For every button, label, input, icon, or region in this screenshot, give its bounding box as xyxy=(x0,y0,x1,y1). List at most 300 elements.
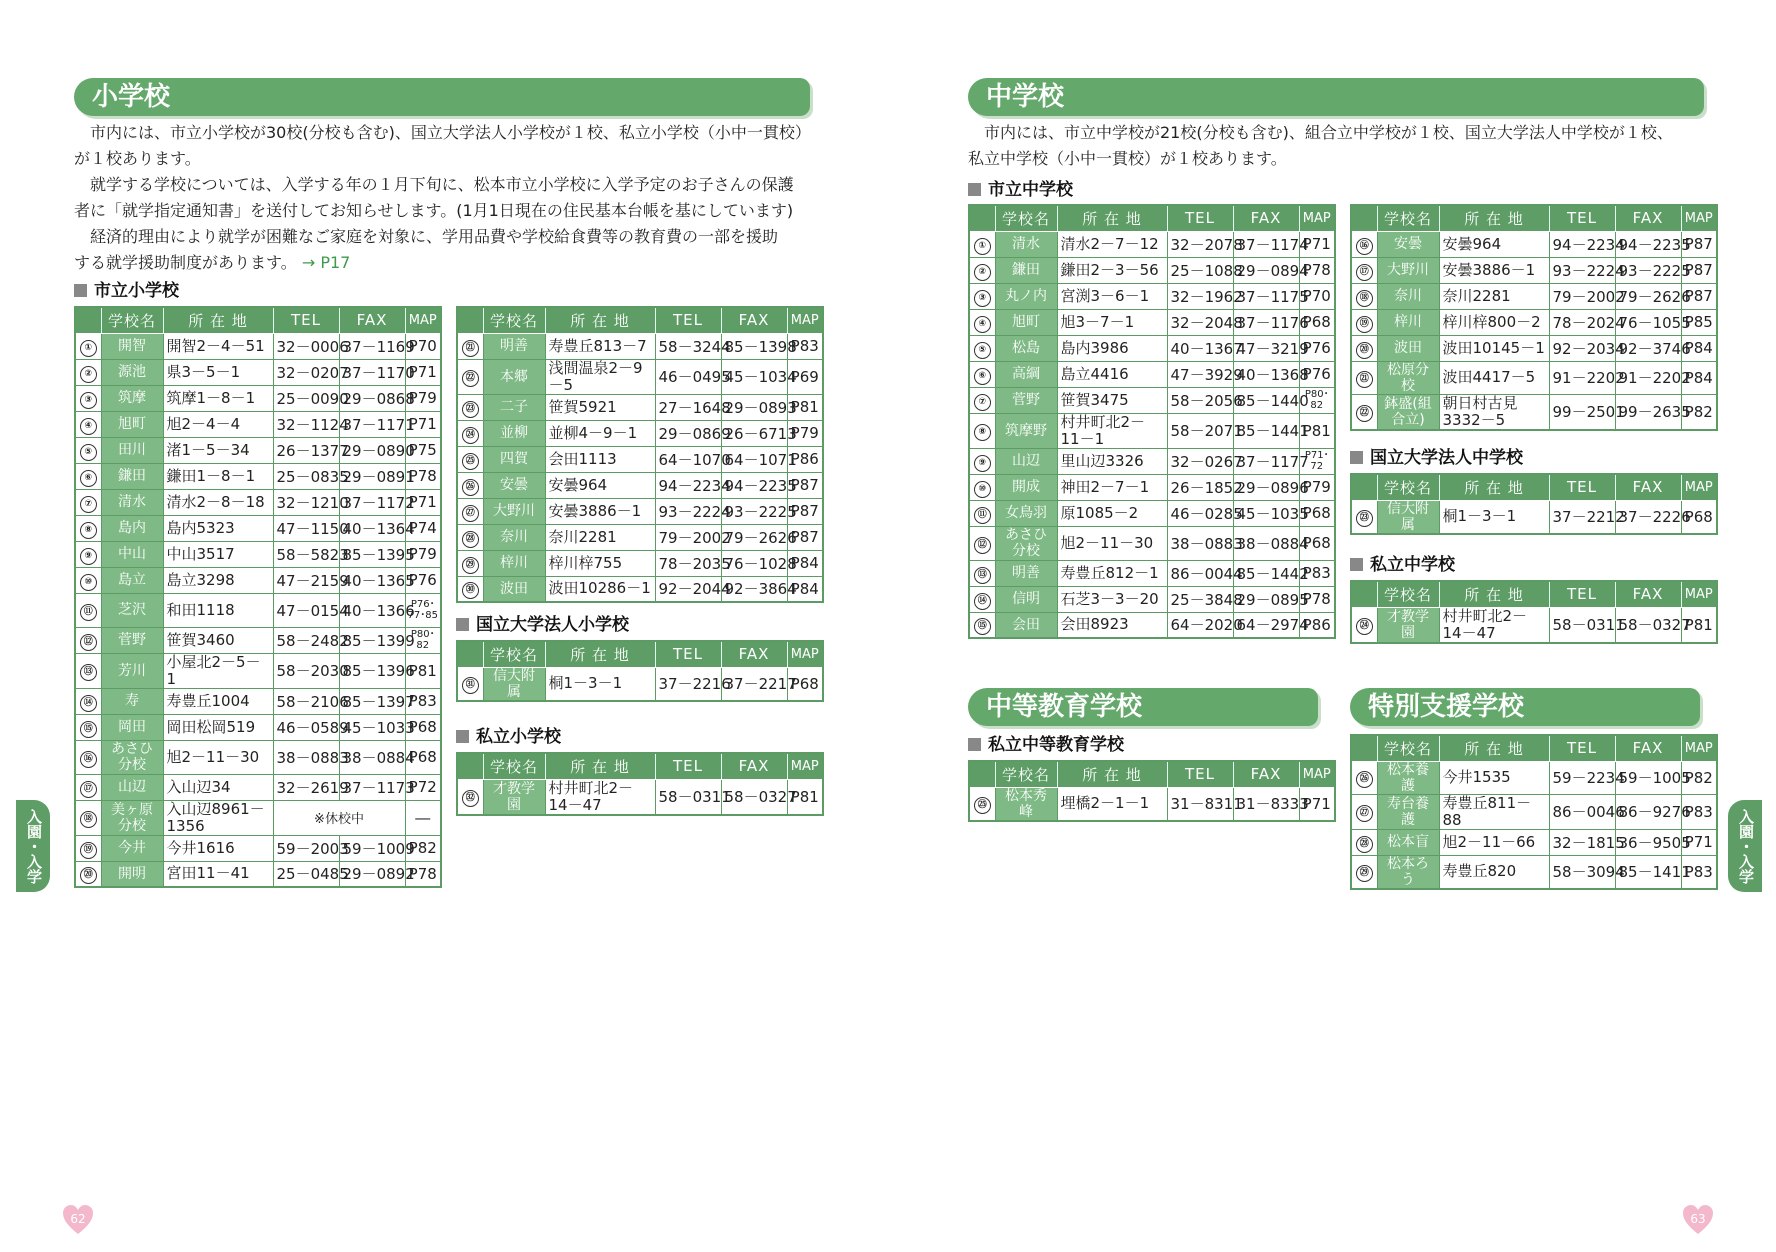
row-number: ㉓ xyxy=(457,394,483,420)
school-name: 松島 xyxy=(995,335,1057,361)
school-tel: 58－3094 xyxy=(1549,855,1615,889)
map-page-link[interactable]: P84 xyxy=(1681,361,1717,394)
header-address: 所 在 地 xyxy=(1439,205,1549,231)
school-fax: 85－1395 xyxy=(339,541,405,567)
school-tel: 59－2234 xyxy=(1549,761,1615,794)
school-address: 寿豊丘811－88 xyxy=(1439,794,1549,829)
map-page-link[interactable]: P71･72 xyxy=(1299,448,1335,474)
row-number: ㉖ xyxy=(1351,761,1377,794)
school-tel: 64－1070 xyxy=(655,446,721,472)
map-page-link[interactable]: P79 xyxy=(405,385,441,411)
school-name: 中山 xyxy=(101,541,163,567)
school-address: 村井町北2－14－47 xyxy=(545,779,655,815)
school-fax: 37－1172 xyxy=(339,489,405,515)
school-note: ※休校中 xyxy=(273,800,405,835)
school-address: 梓川梓800－2 xyxy=(1439,309,1549,335)
school-tel: 58－0311 xyxy=(1549,607,1615,643)
school-tel: 37－2216 xyxy=(655,667,721,701)
map-page-link[interactable]: P70 xyxy=(405,333,441,359)
school-name: 梓川 xyxy=(1377,309,1439,335)
school-name: 奈川 xyxy=(1377,283,1439,309)
header-blank xyxy=(969,205,995,231)
school-fax: 26－6713 xyxy=(721,420,787,446)
table-city-junior-high-b xyxy=(1350,204,1718,431)
school-fax: 79－2626 xyxy=(1615,283,1681,309)
school-name: 菅野 xyxy=(101,627,163,653)
row-number: ④ xyxy=(75,411,101,437)
school-address: 清水2－7－12 xyxy=(1057,231,1167,257)
school-address: 安曇964 xyxy=(545,472,655,498)
header-map: MAP xyxy=(1681,581,1717,607)
school-fax: 85－1396 xyxy=(339,653,405,688)
school-fax: 37－1176 xyxy=(1233,309,1299,335)
map-page-link[interactable]: P68 xyxy=(1299,500,1335,526)
map-page-link[interactable]: P80･82 xyxy=(405,627,441,653)
school-fax: 38－0884 xyxy=(1233,526,1299,560)
school-fax: 38－0884 xyxy=(339,740,405,774)
school-name: 才教学園 xyxy=(1377,607,1439,643)
map-page-link[interactable]: P81 xyxy=(405,653,441,688)
school-tel: 58－2071 xyxy=(1167,413,1233,448)
map-page-link[interactable]: P70 xyxy=(1299,283,1335,309)
school-name: 芳川 xyxy=(101,653,163,688)
school-tel: 32－2619 xyxy=(273,774,339,800)
school-name: 四賀 xyxy=(483,446,545,472)
school-tel: 99－2501 xyxy=(1549,394,1615,430)
school-fax: 99－2635 xyxy=(1615,394,1681,430)
school-name: 波田 xyxy=(483,576,545,602)
map-page-link[interactable]: P75 xyxy=(405,437,441,463)
school-fax: 76－1028 xyxy=(721,550,787,576)
school-tel: 58－0311 xyxy=(655,779,721,815)
map-page-link[interactable]: P68 xyxy=(787,667,823,701)
header-tel: TEL xyxy=(1549,205,1615,231)
school-name: 今井 xyxy=(101,835,163,861)
map-page-link[interactable]: P87 xyxy=(787,498,823,524)
row-number: ㉓ xyxy=(1351,500,1377,534)
school-address: 岡田松岡519 xyxy=(163,714,273,740)
map-page-link[interactable]: P76 xyxy=(1299,361,1335,387)
school-address: 中山3517 xyxy=(163,541,273,567)
map-page-link[interactable]: P78 xyxy=(1299,586,1335,612)
table-row xyxy=(969,413,1335,448)
school-tel: 25－3848 xyxy=(1167,586,1233,612)
school-address: 村井町北2－11－1 xyxy=(1057,413,1167,448)
map-page-link[interactable]: P87 xyxy=(1681,257,1717,283)
header-tel: TEL xyxy=(655,753,721,779)
row-number: ㉔ xyxy=(1351,607,1377,643)
row-number: ㉘ xyxy=(457,524,483,550)
map-page-link[interactable]: P68 xyxy=(405,740,441,774)
row-number: ㉛ xyxy=(457,667,483,701)
map-page-link[interactable]: P78 xyxy=(1299,257,1335,283)
map-page-link[interactable]: P71 xyxy=(405,411,441,437)
map-page-link[interactable]: P84 xyxy=(1681,335,1717,361)
school-tel: 47－2159 xyxy=(273,567,339,593)
school-name: 開成 xyxy=(995,474,1057,500)
header-blank xyxy=(1351,581,1377,607)
map-page-link[interactable]: P86 xyxy=(1299,612,1335,638)
school-tel: 92－2044 xyxy=(655,576,721,602)
header-address: 所 在 地 xyxy=(1439,735,1549,761)
intro-line: 市内には、市立小学校が30校(分校も含む)、国立大学法人小学校が１校、私立小学校（小中一貫校） xyxy=(90,123,811,142)
school-tel: 32－0006 xyxy=(273,333,339,359)
header-blank xyxy=(1351,205,1377,231)
school-address: 安曇3886－1 xyxy=(545,498,655,524)
school-tel: 78－2024 xyxy=(1549,309,1615,335)
school-name: 寿 xyxy=(101,688,163,714)
school-fax: 85－1440 xyxy=(1233,387,1299,413)
table-row xyxy=(457,576,823,602)
table-row xyxy=(75,463,441,489)
header-map: MAP xyxy=(787,753,823,779)
header-fax: FAX xyxy=(339,307,405,333)
map-page-link[interactable]: P71 xyxy=(1299,231,1335,257)
row-number: ㉕ xyxy=(457,446,483,472)
intro-line: 私立中学校（小中一貫校）が１校あります。 xyxy=(968,149,1287,168)
row-number: ⑨ xyxy=(75,541,101,567)
table-row xyxy=(969,586,1335,612)
school-address: 波田10286－1 xyxy=(545,576,655,602)
map-page-link[interactable]: P71 xyxy=(1299,787,1335,821)
school-tel: 58－3244 xyxy=(655,333,721,359)
header-address: 所 在 地 xyxy=(1057,761,1167,787)
map-page-link[interactable]: P78 xyxy=(405,463,441,489)
table-row xyxy=(75,714,441,740)
map-page-link[interactable]: P78 xyxy=(405,861,441,887)
row-number: ⑲ xyxy=(75,835,101,861)
table-city-elementary-b xyxy=(456,306,824,603)
table-private-junior-high xyxy=(1350,580,1718,644)
table-row xyxy=(969,560,1335,586)
school-address: 清水2－8－18 xyxy=(163,489,273,515)
school-address: 桐1－3－1 xyxy=(545,667,655,701)
school-fax: 29－0895 xyxy=(1233,586,1299,612)
map-page-link[interactable]: P81 xyxy=(1299,413,1335,448)
school-name: 山辺 xyxy=(995,448,1057,474)
header-blank xyxy=(1351,735,1377,761)
map-page-link[interactable]: P81 xyxy=(787,394,823,420)
table-row xyxy=(969,448,1335,474)
school-tel: 93－2224 xyxy=(1549,257,1615,283)
table-row xyxy=(457,524,823,550)
map-page-link[interactable]: P82 xyxy=(1681,761,1717,794)
table-city-elementary-a xyxy=(74,306,442,888)
school-fax: 29－0892 xyxy=(339,861,405,887)
header-fax: FAX xyxy=(1233,761,1299,787)
row-number: ⑯ xyxy=(1351,231,1377,257)
table-row xyxy=(969,231,1335,257)
table-row xyxy=(75,653,441,688)
header-address: 所 在 地 xyxy=(1057,205,1167,231)
school-fax: 91－2202 xyxy=(1615,361,1681,394)
school-address: 村井町北2－14－47 xyxy=(1439,607,1549,643)
school-fax: 45－1035 xyxy=(1233,500,1299,526)
map-page-link[interactable]: P68 xyxy=(1299,309,1335,335)
table-row xyxy=(1351,855,1717,889)
school-name: 山辺 xyxy=(101,774,163,800)
school-tel: 37－2212 xyxy=(1549,500,1615,534)
row-number: ㉖ xyxy=(457,472,483,498)
row-number: ⑱ xyxy=(75,800,101,835)
map-page-link[interactable]: P83 xyxy=(1681,794,1717,829)
map-page-link[interactable]: P81 xyxy=(787,779,823,815)
page-ref-link[interactable]: → P17 xyxy=(301,253,351,272)
row-number: ⑭ xyxy=(969,586,995,612)
school-name: 鎌田 xyxy=(101,463,163,489)
para2-line: 者に「就学指定通知書」を送付してお知らせします。(1月1日現在の住民基本台帳を基にしています) xyxy=(74,201,794,220)
row-number: ⑫ xyxy=(969,526,995,560)
table-row xyxy=(969,787,1335,821)
map-page-link[interactable]: P84 xyxy=(787,550,823,576)
table-row xyxy=(75,593,441,627)
para3-line: する就学援助制度があります。 → P17 xyxy=(74,253,351,272)
school-name: 並柳 xyxy=(483,420,545,446)
school-address: 埋橋2－1－1 xyxy=(1057,787,1167,821)
intro-line: が１校あります。 xyxy=(74,149,201,168)
map-page-link[interactable]: P87 xyxy=(787,472,823,498)
table-row xyxy=(969,335,1335,361)
header-blank xyxy=(457,641,483,667)
school-fax: 40－1364 xyxy=(339,515,405,541)
school-address: 小屋北2－5－1 xyxy=(163,653,273,688)
map-page-link[interactable]: P79 xyxy=(405,541,441,567)
school-address: 波田10145－1 xyxy=(1439,335,1549,361)
header-blank xyxy=(969,761,995,787)
map-page-link[interactable]: P79 xyxy=(787,420,823,446)
school-name: 旭町 xyxy=(101,411,163,437)
row-number: ⑳ xyxy=(75,861,101,887)
map-page-link[interactable]: P84 xyxy=(787,576,823,602)
row-number: ⑱ xyxy=(1351,283,1377,309)
table-row xyxy=(1351,394,1717,430)
table-row xyxy=(75,385,441,411)
school-name: 高綱 xyxy=(995,361,1057,387)
map-page-link[interactable]: P76 xyxy=(405,567,441,593)
map-page-link[interactable]: P76･77･85 xyxy=(405,593,441,627)
row-number: ⑲ xyxy=(1351,309,1377,335)
row-number: ③ xyxy=(75,385,101,411)
school-address: 会田8923 xyxy=(1057,612,1167,638)
school-name: 清水 xyxy=(101,489,163,515)
table-private-elementary xyxy=(456,752,824,816)
map-page-link[interactable]: P83 xyxy=(1299,560,1335,586)
map-page-link[interactable]: P83 xyxy=(405,688,441,714)
school-tel: 58－2106 xyxy=(273,688,339,714)
table-row xyxy=(75,835,441,861)
map-page-link[interactable]: P72 xyxy=(405,774,441,800)
school-address: 寿豊丘1004 xyxy=(163,688,273,714)
map-page-link[interactable]: P85 xyxy=(1681,309,1717,335)
school-address: 島立3298 xyxy=(163,567,273,593)
header-address: 所 在 地 xyxy=(545,307,655,333)
map-page-link[interactable]: P87 xyxy=(1681,231,1717,257)
school-name: 菅野 xyxy=(995,387,1057,413)
table-row xyxy=(75,800,441,835)
map-page-link[interactable]: P81 xyxy=(1681,607,1717,643)
row-number: ㉗ xyxy=(1351,794,1377,829)
row-number: ㉚ xyxy=(457,576,483,602)
map-page-link[interactable]: P68 xyxy=(1299,526,1335,560)
map-page-link[interactable]: P74 xyxy=(405,515,441,541)
side-tab-right[interactable]: 入園・入学 xyxy=(1728,800,1762,892)
table-row xyxy=(1351,309,1717,335)
map-page-link[interactable]: P71 xyxy=(1681,829,1717,855)
header-tel: TEL xyxy=(1549,581,1615,607)
map-page-link[interactable]: P69 xyxy=(787,359,823,394)
school-address: 石芝3－3－20 xyxy=(1057,586,1167,612)
row-number: ⑦ xyxy=(75,489,101,515)
header-fax: FAX xyxy=(721,641,787,667)
table-row xyxy=(457,667,823,701)
map-page-link[interactable]: P71 xyxy=(405,359,441,385)
header-school-name: 学校名 xyxy=(1377,581,1439,607)
table-row xyxy=(969,361,1335,387)
header-map: MAP xyxy=(1681,205,1717,231)
school-name: 二子 xyxy=(483,394,545,420)
school-address: 旭2－11－30 xyxy=(1057,526,1167,560)
school-tel: 78－2035 xyxy=(655,550,721,576)
school-fax: 40－1368 xyxy=(1233,361,1299,387)
map-page-link[interactable]: P87 xyxy=(1681,283,1717,309)
table-row xyxy=(75,489,441,515)
row-number: ⑬ xyxy=(969,560,995,586)
school-name: 松本盲 xyxy=(1377,829,1439,855)
table-row xyxy=(1351,761,1717,794)
map-page-link[interactable]: P71 xyxy=(405,489,441,515)
school-address: 安曇3886－1 xyxy=(1439,257,1549,283)
school-fax: 58－0327 xyxy=(721,779,787,815)
school-address: 梓川梓755 xyxy=(545,550,655,576)
header-school-name: 学校名 xyxy=(995,205,1057,231)
table-row xyxy=(75,411,441,437)
school-tel: 26－1377 xyxy=(273,437,339,463)
school-fax: 37－1171 xyxy=(339,411,405,437)
school-fax: 29－0868 xyxy=(339,385,405,411)
side-tab-left[interactable]: 入園・入学 xyxy=(16,800,50,892)
row-number: ㉑ xyxy=(457,333,483,359)
school-tel: 38－0883 xyxy=(273,740,339,774)
table-row xyxy=(75,688,441,714)
school-address: 旭2－11－30 xyxy=(163,740,273,774)
header-address: 所 在 地 xyxy=(163,307,273,333)
school-tel: 46－0495 xyxy=(655,359,721,394)
table-row xyxy=(1351,257,1717,283)
map-page-link[interactable]: P82 xyxy=(405,835,441,861)
school-address: 神田2－7－1 xyxy=(1057,474,1167,500)
header-school-name: 学校名 xyxy=(483,307,545,333)
school-tel: 25－1088 xyxy=(1167,257,1233,283)
table-row xyxy=(457,333,823,359)
table-row xyxy=(75,774,441,800)
row-number: ⑳ xyxy=(1351,335,1377,361)
school-address: 安曇964 xyxy=(1439,231,1549,257)
row-number: ⑬ xyxy=(75,653,101,688)
school-fax: 94－2235 xyxy=(721,472,787,498)
school-name: 波田 xyxy=(1377,335,1439,361)
school-name: 鉢盛(組合立) xyxy=(1377,394,1439,430)
map-page-link[interactable]: P68 xyxy=(405,714,441,740)
school-address: 朝日村古見3332－5 xyxy=(1439,394,1549,430)
school-name: 丸ノ内 xyxy=(995,283,1057,309)
intro-junior-high xyxy=(968,120,1708,172)
table-row xyxy=(1351,283,1717,309)
table-row xyxy=(75,333,441,359)
row-number: ⑩ xyxy=(969,474,995,500)
map-page-link[interactable]: ― xyxy=(405,800,441,835)
map-page-link[interactable]: P86 xyxy=(787,446,823,472)
map-page-link[interactable]: P83 xyxy=(787,333,823,359)
school-tel: 25－0485 xyxy=(273,861,339,887)
school-fax: 37－2226 xyxy=(1615,500,1681,534)
school-name: 美ヶ原分校 xyxy=(101,800,163,835)
school-tel: 94－2234 xyxy=(655,472,721,498)
row-number: ② xyxy=(75,359,101,385)
map-page-link[interactable]: P87 xyxy=(787,524,823,550)
school-address: 島内5323 xyxy=(163,515,273,541)
school-tel: 46－0589 xyxy=(273,714,339,740)
school-address: 鎌田1－8－1 xyxy=(163,463,273,489)
school-tel: 32－0267 xyxy=(1167,448,1233,474)
school-name: 田川 xyxy=(101,437,163,463)
table-row xyxy=(75,437,441,463)
table-row xyxy=(969,309,1335,335)
school-name: 梓川 xyxy=(483,550,545,576)
school-fax: 85－1398 xyxy=(721,333,787,359)
school-address: 笹賀3475 xyxy=(1057,387,1167,413)
map-page-link[interactable]: P80･82 xyxy=(1299,387,1335,413)
map-page-link[interactable]: P76 xyxy=(1299,335,1335,361)
header-blank xyxy=(457,307,483,333)
table-row xyxy=(457,394,823,420)
header-address: 所 在 地 xyxy=(545,641,655,667)
table-row xyxy=(457,446,823,472)
header-fax: FAX xyxy=(1615,735,1681,761)
school-fax: 36－9505 xyxy=(1615,829,1681,855)
row-number: ⑰ xyxy=(75,774,101,800)
school-tel: 92－2034 xyxy=(1549,335,1615,361)
school-address: 寿豊丘812－1 xyxy=(1057,560,1167,586)
map-page-link[interactable]: P83 xyxy=(1681,855,1717,889)
row-number: ㉗ xyxy=(457,498,483,524)
school-name: 島立 xyxy=(101,567,163,593)
header-address: 所 在 地 xyxy=(1439,474,1549,500)
school-fax: 37－1177 xyxy=(1233,448,1299,474)
map-page-link[interactable]: P82 xyxy=(1681,394,1717,430)
school-address: 原1085－2 xyxy=(1057,500,1167,526)
school-fax: 37－1170 xyxy=(339,359,405,385)
page-number-right: 63 xyxy=(1690,1212,1706,1226)
table-row xyxy=(1351,794,1717,829)
map-page-link[interactable]: P79 xyxy=(1299,474,1335,500)
school-name: 開明 xyxy=(101,861,163,887)
school-tel: 32－2078 xyxy=(1167,231,1233,257)
row-number: ⑯ xyxy=(75,740,101,774)
school-tel: 32－1962 xyxy=(1167,283,1233,309)
school-fax: 45－1034 xyxy=(721,359,787,394)
school-fax: 85－1399 xyxy=(339,627,405,653)
school-name: 才教学園 xyxy=(483,779,545,815)
school-name: 源池 xyxy=(101,359,163,385)
map-page-link[interactable]: P68 xyxy=(1681,500,1717,534)
school-name: 信明 xyxy=(995,586,1057,612)
school-fax: 64－1071 xyxy=(721,446,787,472)
school-tel: 27－1648 xyxy=(655,394,721,420)
school-address: 寿豊丘820 xyxy=(1439,855,1549,889)
school-name: 開智 xyxy=(101,333,163,359)
school-fax: 79－2626 xyxy=(721,524,787,550)
school-fax: 94－2235 xyxy=(1615,231,1681,257)
